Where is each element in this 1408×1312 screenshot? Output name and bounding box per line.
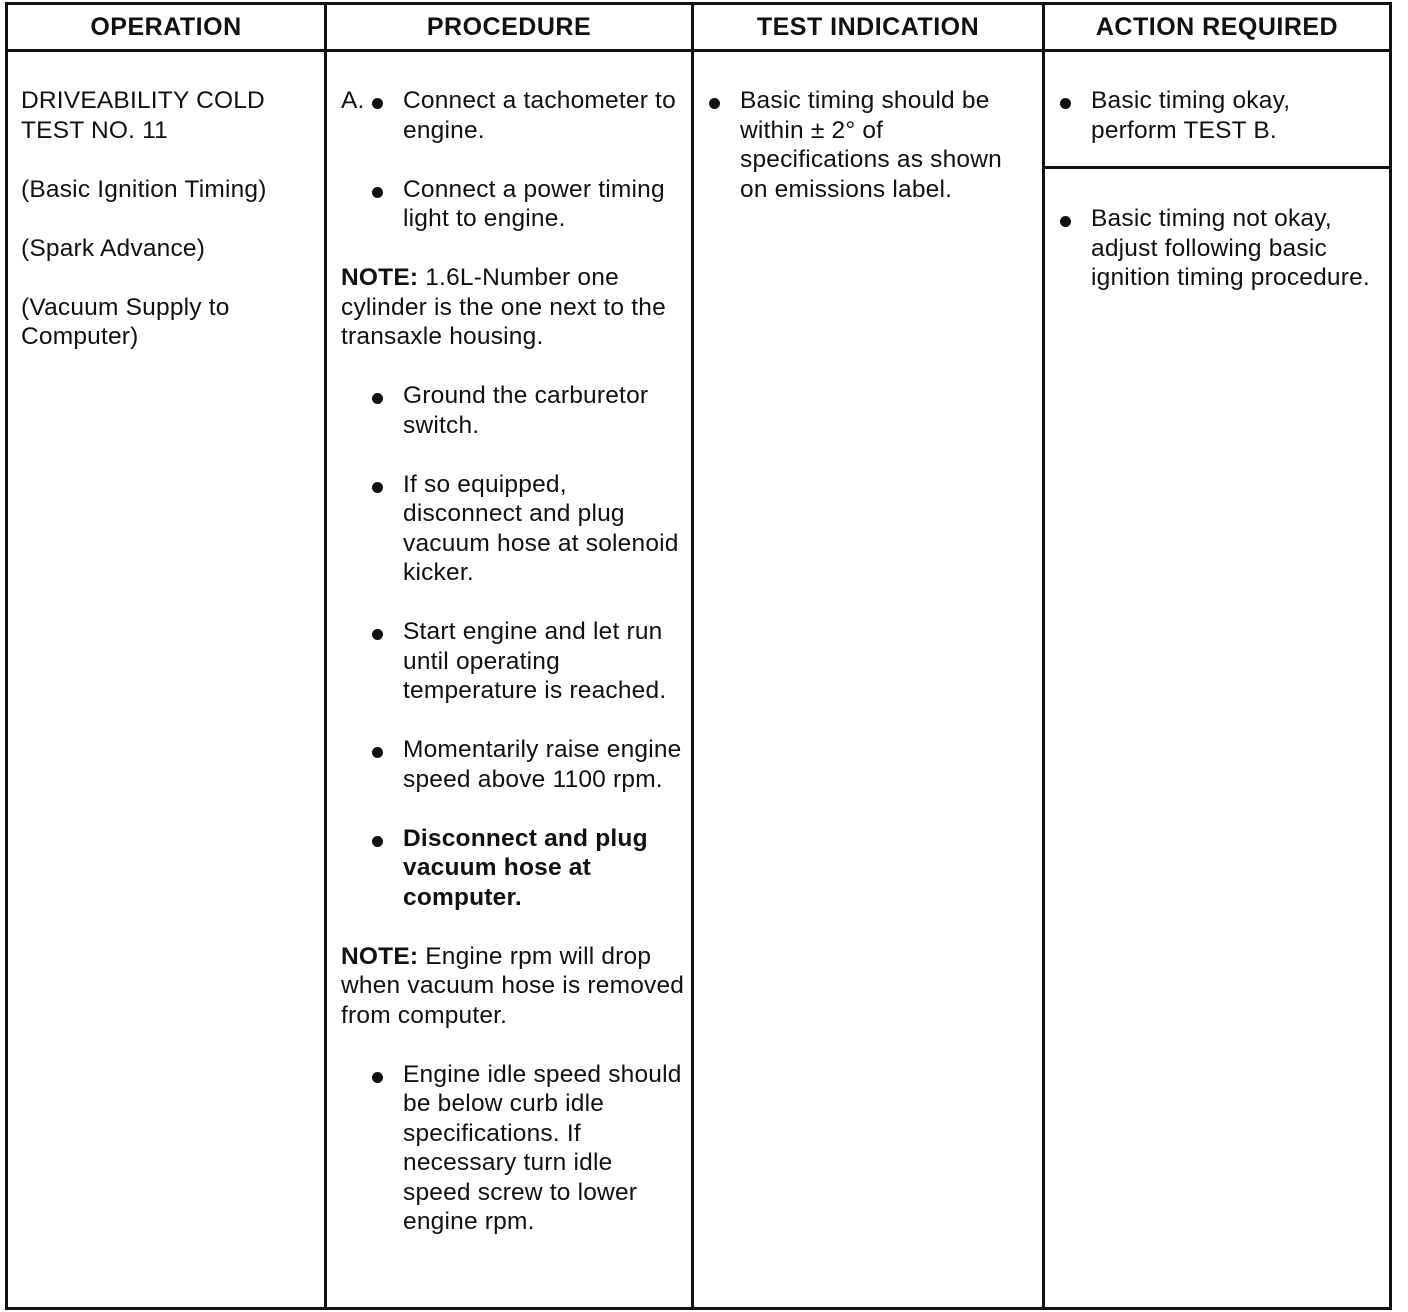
action-required-upper [1057,86,1379,145]
table-left-border [5,2,8,1310]
note-label: NOTE: [341,264,419,291]
step-text: If so equipped, disconnect and plug vacuum hose at solenoid kicker. [403,470,679,586]
table-right-border [1389,2,1392,1310]
step-text: Connect a tachometer to engine. [403,87,676,144]
header-action-required: ACTION REQUIRED [1095,12,1339,41]
procedure-column [341,86,686,1266]
procedure-note-cylinder [341,263,686,352]
bullet-icon [372,629,383,640]
table-bottom-border [5,1307,1392,1310]
procedure-step-ground-switch [341,381,686,440]
bullet-icon [709,98,720,109]
action-item-timing-not-okay [1057,204,1379,293]
procedure-note-rpm-drop [341,942,686,1031]
bullet-icon [372,98,383,109]
step-text: Momentarily raise engine speed above 1100 rpm. [403,736,682,793]
column-divider-1 [324,2,327,1310]
step-label: A. [341,87,365,114]
action-item-timing-okay [1057,86,1379,145]
column-divider-2 [691,2,694,1310]
step-text: Start engine and let run until operating temperature is reached. [403,618,667,704]
column-divider-3 [1042,2,1045,1310]
procedure-step-disconnect-hose [341,824,686,913]
note-text: 1.6L-Number one cylinder is the one next to the transaxle housing. [341,264,666,350]
test-indication-text: Basic timing should be within ± 2° of specifications as shown on emissions label. [740,87,1002,203]
operation-title: DRIVEABILITY COLD TEST NO. 11 [21,87,265,144]
bullet-icon [372,187,383,198]
note-text: Engine rpm will drop when vacuum hose is removed from computer. [341,942,685,1029]
bullet-icon [372,1072,383,1083]
procedure-step-timing-light [341,175,686,234]
operation-item-vacuum-supply: (Vacuum Supply to Computer) [21,293,230,350]
operation-column [21,86,311,381]
header-operation: OPERATION [90,12,242,41]
bullet-icon [372,836,383,847]
action-required-lower [1057,204,1379,293]
procedure-step-raise-speed [341,735,686,794]
bullet-icon [372,482,383,493]
action-row-divider [1042,166,1392,169]
operation-item-ignition-timing: (Basic Ignition Timing) [21,175,267,203]
header-test-indication: TEST INDICATION [756,12,980,41]
header-procedure: PROCEDURE [426,12,592,41]
procedure-step-tachometer [341,86,686,145]
bullet-icon [372,747,383,758]
bullet-icon [1060,98,1071,109]
bullet-icon [1060,216,1071,227]
operation-item-spark-advance: (Spark Advance) [21,234,206,262]
note-label: NOTE: [341,942,419,970]
step-text: Ground the carburetor switch. [403,382,649,439]
action-text: Basic timing okay, perform TEST B. [1091,87,1291,144]
step-text: Connect a power timing light to engine. [403,175,665,232]
step-text: Disconnect and plug vacuum hose at computer. [403,824,648,911]
bullet-icon [372,393,383,404]
procedure-step-solenoid-kicker [341,470,686,588]
test-indication-item [706,86,1028,204]
test-indication-column [706,86,1028,204]
action-text: Basic timing not okay, adjust following basic ignition timing procedure. [1091,205,1370,291]
procedure-step-idle-speed [341,1060,686,1237]
procedure-step-start-engine [341,617,686,706]
step-text: Engine idle speed should be below curb idle specifications. If necessary turn idle speed screw to lower engine rpm. [403,1060,682,1235]
